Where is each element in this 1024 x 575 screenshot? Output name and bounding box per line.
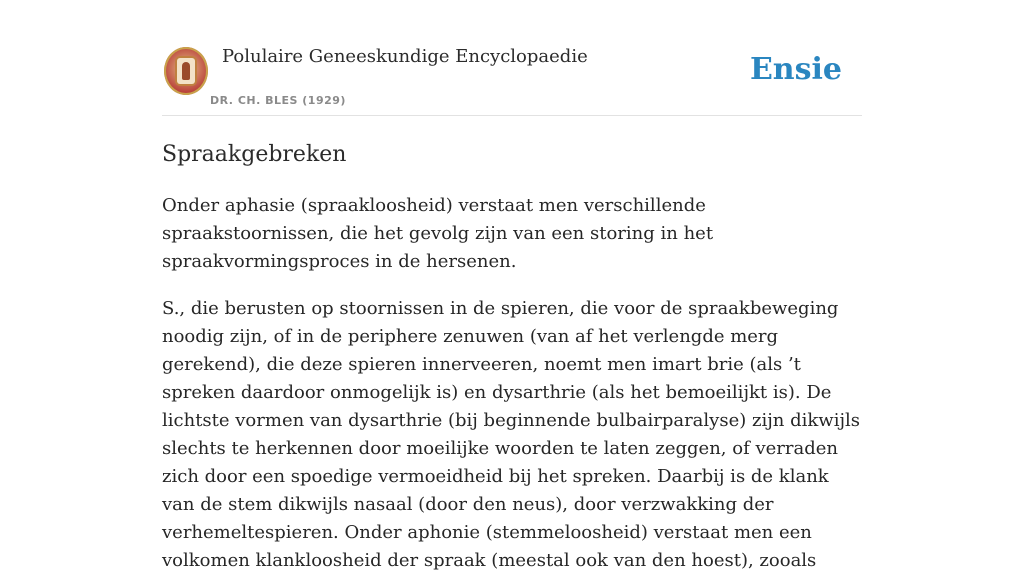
book-cover-figure: [182, 62, 190, 80]
brand-logo-link[interactable]: Ensie: [749, 52, 842, 87]
site-header: [162, 40, 862, 116]
article: [162, 140, 862, 575]
book-title[interactable]: Polulaire Geneeskundige Encyclopaedie: [222, 46, 588, 67]
book-author: DR. CH. BLES (1929): [210, 94, 346, 107]
article-paragraph-2: S., die berusten op stoornissen in de spieren, die voor de spraakbeweging noodig zijn, of in de periphere zenuwen (van af het verlengde merg gerekend), die deze spieren innerveeren, noemt men imart brie (als ’t spreken daardoor onmogelijk is) en dysarthrie (als het bemoeilijkt is). De lichtste vormen van dysarthrie (bij beginnende bulbairparalyse) zijn dikwijls slechts te herkennen door moeilijke woorden te laten zeggen, of verraden zich door een spoedige vermoeidheid bij het spreken. Daarbij is de klank van de stem dikwijls nasaal (door den neus), door verzwakking der verhemeltespieren. Onder aphonie (stemmeloosheid) verstaat men een volkomen klankloosheid der spraak (meestal ook van den hoest), zooals: [162, 298, 861, 571]
book-cover-icon[interactable]: [164, 47, 208, 95]
article-title: Spraakgebreken: [162, 142, 347, 167]
article-paragraph-1: Onder aphasie (spraakloosheid) verstaat men verschillende spraakstoornissen, die het gevolg zijn van een storing in het spraakvormingsproces in de hersenen.: [162, 195, 714, 272]
